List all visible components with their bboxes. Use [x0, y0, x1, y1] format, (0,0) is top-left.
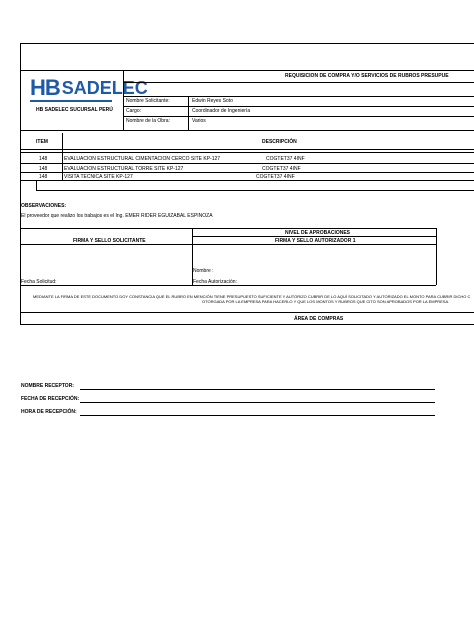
row-item: 148 [39, 166, 48, 172]
position-value: Coordinador de Ingeniería [192, 108, 251, 114]
position-label: Cargo: [126, 108, 142, 114]
reception-date-label: FECHA DE RECEPCIÓN: [21, 396, 80, 402]
frame-top-line [20, 43, 474, 44]
requester-value: Edwin Reyes Soto [192, 98, 233, 104]
row-line [20, 172, 474, 173]
disclaimer-line-1: MEDIANTE LA FIRMA DE ESTE DOCUMENTO DOY CONSTANCIA QUE EL RUBRO EN MENCIÓN TIENE PRESUPUESTO SUFICIENTE Y AUTORIZO CUBRIR DE LO AQUÍ SOLICITADO Y AUTORIZADO EL MONTO PARA CUBRIR DICHO C [33, 294, 471, 299]
table-bottom-line [36, 190, 474, 191]
fecha-solicitud-label: Fecha Solicitud: [21, 279, 57, 285]
row-line [20, 163, 474, 164]
row-code: COGTET37 4INF [266, 156, 305, 162]
logo-hb-text: HB [30, 75, 60, 100]
row-description: VISITA TECNICA SITE KP-127 [64, 174, 133, 180]
logo-divider [123, 70, 124, 130]
frame-right-line [436, 228, 437, 285]
reception-time-line [80, 415, 435, 416]
title-top-line [20, 70, 474, 71]
approvals-header-line [20, 244, 436, 245]
requester-label: Nombre Solicitante: [126, 98, 170, 104]
row-line [20, 180, 474, 181]
project-value: Varios [192, 118, 206, 124]
table-left-inner [36, 180, 37, 190]
approvals-level-line [192, 236, 436, 237]
approvals-bottom-line [20, 285, 436, 286]
purchasing-area-label: ÁREA DE COMPRAS [294, 316, 344, 322]
row-item: 148 [39, 174, 48, 180]
info-row-line-2 [123, 106, 474, 107]
purchasing-top-line [20, 312, 474, 313]
approver-name-label: Nombre : [193, 268, 214, 274]
info-divider [188, 96, 189, 130]
table-header-description: DESCRIPCIÓN [262, 139, 297, 145]
info-row-line-3 [123, 116, 474, 117]
row-item: 148 [39, 156, 48, 162]
observations-label: OBSERVACIONES: [21, 203, 67, 209]
reception-time-label: HORA DE RECEPCIÓN: [21, 409, 77, 415]
title-bottom-line [123, 82, 474, 83]
approval-level-label: NIVEL DE APROBACIONES [285, 230, 351, 236]
disclaimer-line-2: OTORGADA POR LA EMPRESA PARA HACERLO Y QUE LOS MONTOS Y RUBROS QUE CITO SON APROBADOS POR LA EMPRESA. [202, 299, 450, 304]
fecha-autorizacion-label: Fecha Autorización: [193, 279, 237, 285]
table-header-bottom-line [20, 152, 474, 153]
row-description: EVALUACION ESTRUCTURAL CIMENTACION CERCO SITE KP-127 [64, 156, 221, 162]
approvals-col-divider [192, 228, 193, 285]
row-code: COGTET37 4INF [262, 166, 301, 172]
table-header-item: ITEM [36, 139, 48, 145]
receiver-name-label: NOMBRE RECEPTOR: [21, 383, 74, 389]
receiver-name-line [80, 389, 435, 390]
observations-text: El proveedor que realizo los trabajos es el Ing. EMER RIDER EGUIZABAL ESPINOZA [21, 213, 213, 219]
document-title: REQUISICION DE COMPRA Y/O SERVICIOS DE RUBROS PRESUPUE [285, 73, 449, 79]
project-label: Nombre de la Obra: [126, 118, 170, 124]
logo-sadelec-text: SADELEC [61, 78, 148, 98]
purchasing-bottom-line [20, 324, 474, 325]
table-top-line [20, 130, 474, 131]
reception-date-line [80, 402, 435, 403]
autorizador-signature-label: FIRMA Y SELLO AUTORIZADOR 1 [275, 238, 356, 244]
logo-underline [30, 100, 112, 102]
info-row-line-1 [123, 96, 474, 97]
row-code: COGTET37 4INF [256, 174, 295, 180]
row-description: EVALUACION ESTRUCTURAL TORRE SITE KP-127 [64, 166, 184, 172]
table-header-line [20, 149, 474, 150]
solicitante-signature-label: FIRMA Y SELLO SOLICITANTE [73, 238, 146, 244]
branch-name: HB SADELEC SUCURSAL PERÚ [36, 107, 113, 113]
approvals-top-line [20, 228, 436, 229]
